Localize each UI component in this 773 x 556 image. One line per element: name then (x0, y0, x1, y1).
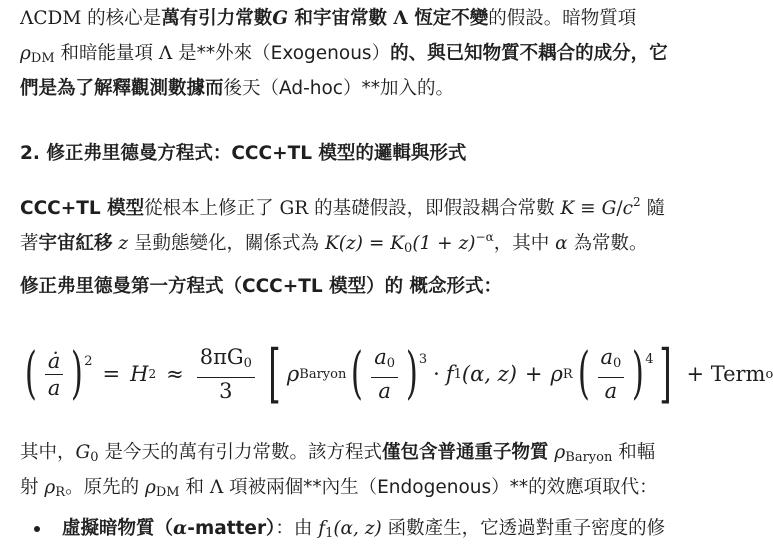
paragraph-3-line-2: 射 $\rho_R$。原先的 $\rho_{DM}$ 和 Λ 項被兩個**內生（Endogenous）**的效應項取代： (20, 477, 658, 500)
paragraph-1-line-3: 們是為了解釋觀測數據而後天（Ad-hoc）**加入的。 (20, 78, 454, 99)
bullet-dot (34, 526, 40, 532)
paragraph-3-line-1: 其中，$G_0$ 是今天的萬有引力常數。該方程式僅包含普通重子物質 $\rho_{Baryon}$ 和輻 (20, 442, 656, 465)
bullet-item-1: 虛擬暗物質（α-matter）：由 $f_1(\alpha$, z) 函數產生，它透過對重子密度的修 (62, 518, 666, 541)
paragraph-2-line-1: CCC+TL 模型從根本上修正了 GR 的基礎假設，即假設耦合常數 $K \equiv G/c^2$ 隨 (20, 195, 665, 219)
paragraph-2-line-2: 著宇宙紅移 z 呈動態變化，關係式為 $K(z) = K_0(1 + z)^{-\alpha}$，其中 α 為常數。 (20, 230, 648, 256)
eq-lhs: ( $\frac{ȧ}{a}$ ) 2 (24, 341, 93, 406)
eq-radiation-ratio: ( $\frac{a_0}{a}$ ) 4 (577, 341, 654, 406)
eq-baryon-ratio: ( $\frac{a_0}{a}$ ) 3 (351, 341, 428, 406)
paragraph-1-line-2: $\rho_{DM}$ 和暗能量項 Λ 是**外來（Exogenous）的、與已知物質不耦合的成分，它 (20, 43, 668, 66)
modified-friedmann-equation: ( $\frac{ȧ}{a}$ ) 2 = H 2 ≈ $\frac{8\pi G_0}{3}$ [ ρ Baryon ( $\frac{a_0}{a}$ ) 3 · f 1 (α, z) + ρ R ( $\frac{a_0}{a}$ ) 4 ] + Term o (20, 330, 730, 418)
eq-prefactor: $\frac{8\pi G_0}{3}$ (197, 344, 255, 404)
section-heading-3: 修正弗里德曼第一方程式（CCC+TL 模型）的 概念形式： (20, 276, 503, 297)
paragraph-1-line-1: ΛCDM 的核心是萬有引力常數G 和宇宙常數 Λ 恆定不變的假設。暗物質項 (20, 8, 637, 29)
section-heading-2: 2. 修正弗里德曼方程式：CCC+TL 模型的邏輯與形式 (20, 143, 467, 164)
